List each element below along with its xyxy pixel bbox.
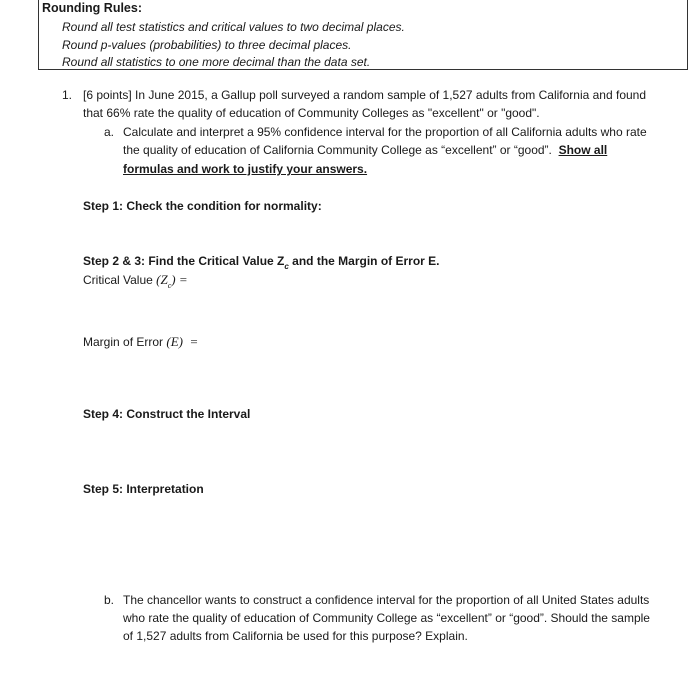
critical-value-line: Critical Value $(Z_c)$ =: [83, 272, 188, 290]
part-b-line-2: who rate the quality of education of Community College as “excellent” or “good”. Should the sample: [123, 611, 650, 625]
part-b-line-3: of 1,527 adults from California be used for this purpose? Explain.: [123, 629, 468, 643]
part-a-show-all: Show all: [558, 143, 608, 157]
rule-p-values: Round p-values (probabilities) to three decimal places.: [62, 38, 352, 52]
part-a-line-2-text: the quality of education of California Community College as “excellent” or “good”.: [123, 143, 552, 157]
step-2-3-heading: Step 2 & 3: Find the Critical Value $Z_c$ and the Margin of Error E.: [83, 254, 440, 271]
step-1-heading: Step 1: Check the condition for normality:: [83, 199, 322, 213]
part-a-line-2: [123, 143, 607, 157]
part-a-line-1: Calculate and interpret a 95% confidence interval for the proportion of all California adults who rate: [123, 125, 647, 139]
margin-of-error-line: Margin of Error (E) =: [83, 334, 199, 349]
question-1-line-2: that 66% rate the quality of education of Community Colleges as "excellent" or "good".: [83, 106, 540, 120]
critical-value-label: Critical Value: [83, 273, 153, 287]
question-1-number: 1.: [62, 88, 73, 102]
part-a-label: a.: [104, 125, 115, 139]
question-1-line-1: [6 points] In June 2015, a Gallup poll surveyed a random sample of 1,527 adults from California and found: [83, 88, 647, 102]
rounding-rules-title: Rounding Rules:: [42, 1, 142, 15]
step-4-heading: Step 4: Construct the Interval: [83, 407, 251, 421]
part-b-label: b.: [104, 593, 115, 607]
rule-statistics: Round all statistics to one more decimal than the data set.: [62, 55, 371, 69]
step-5-heading: Step 5: Interpretation: [83, 482, 204, 496]
part-a-line-3: formulas and work to justify your answers.: [123, 162, 368, 176]
margin-of-error-label: Margin of Error: [83, 335, 164, 349]
rounding-rules-box: [38, 0, 688, 70]
part-b-line-1: The chancellor wants to construct a confidence interval for the proportion of all United States adults: [123, 593, 650, 607]
rule-test-statistics: Round all test statistics and critical values to two decimal places.: [62, 20, 405, 34]
